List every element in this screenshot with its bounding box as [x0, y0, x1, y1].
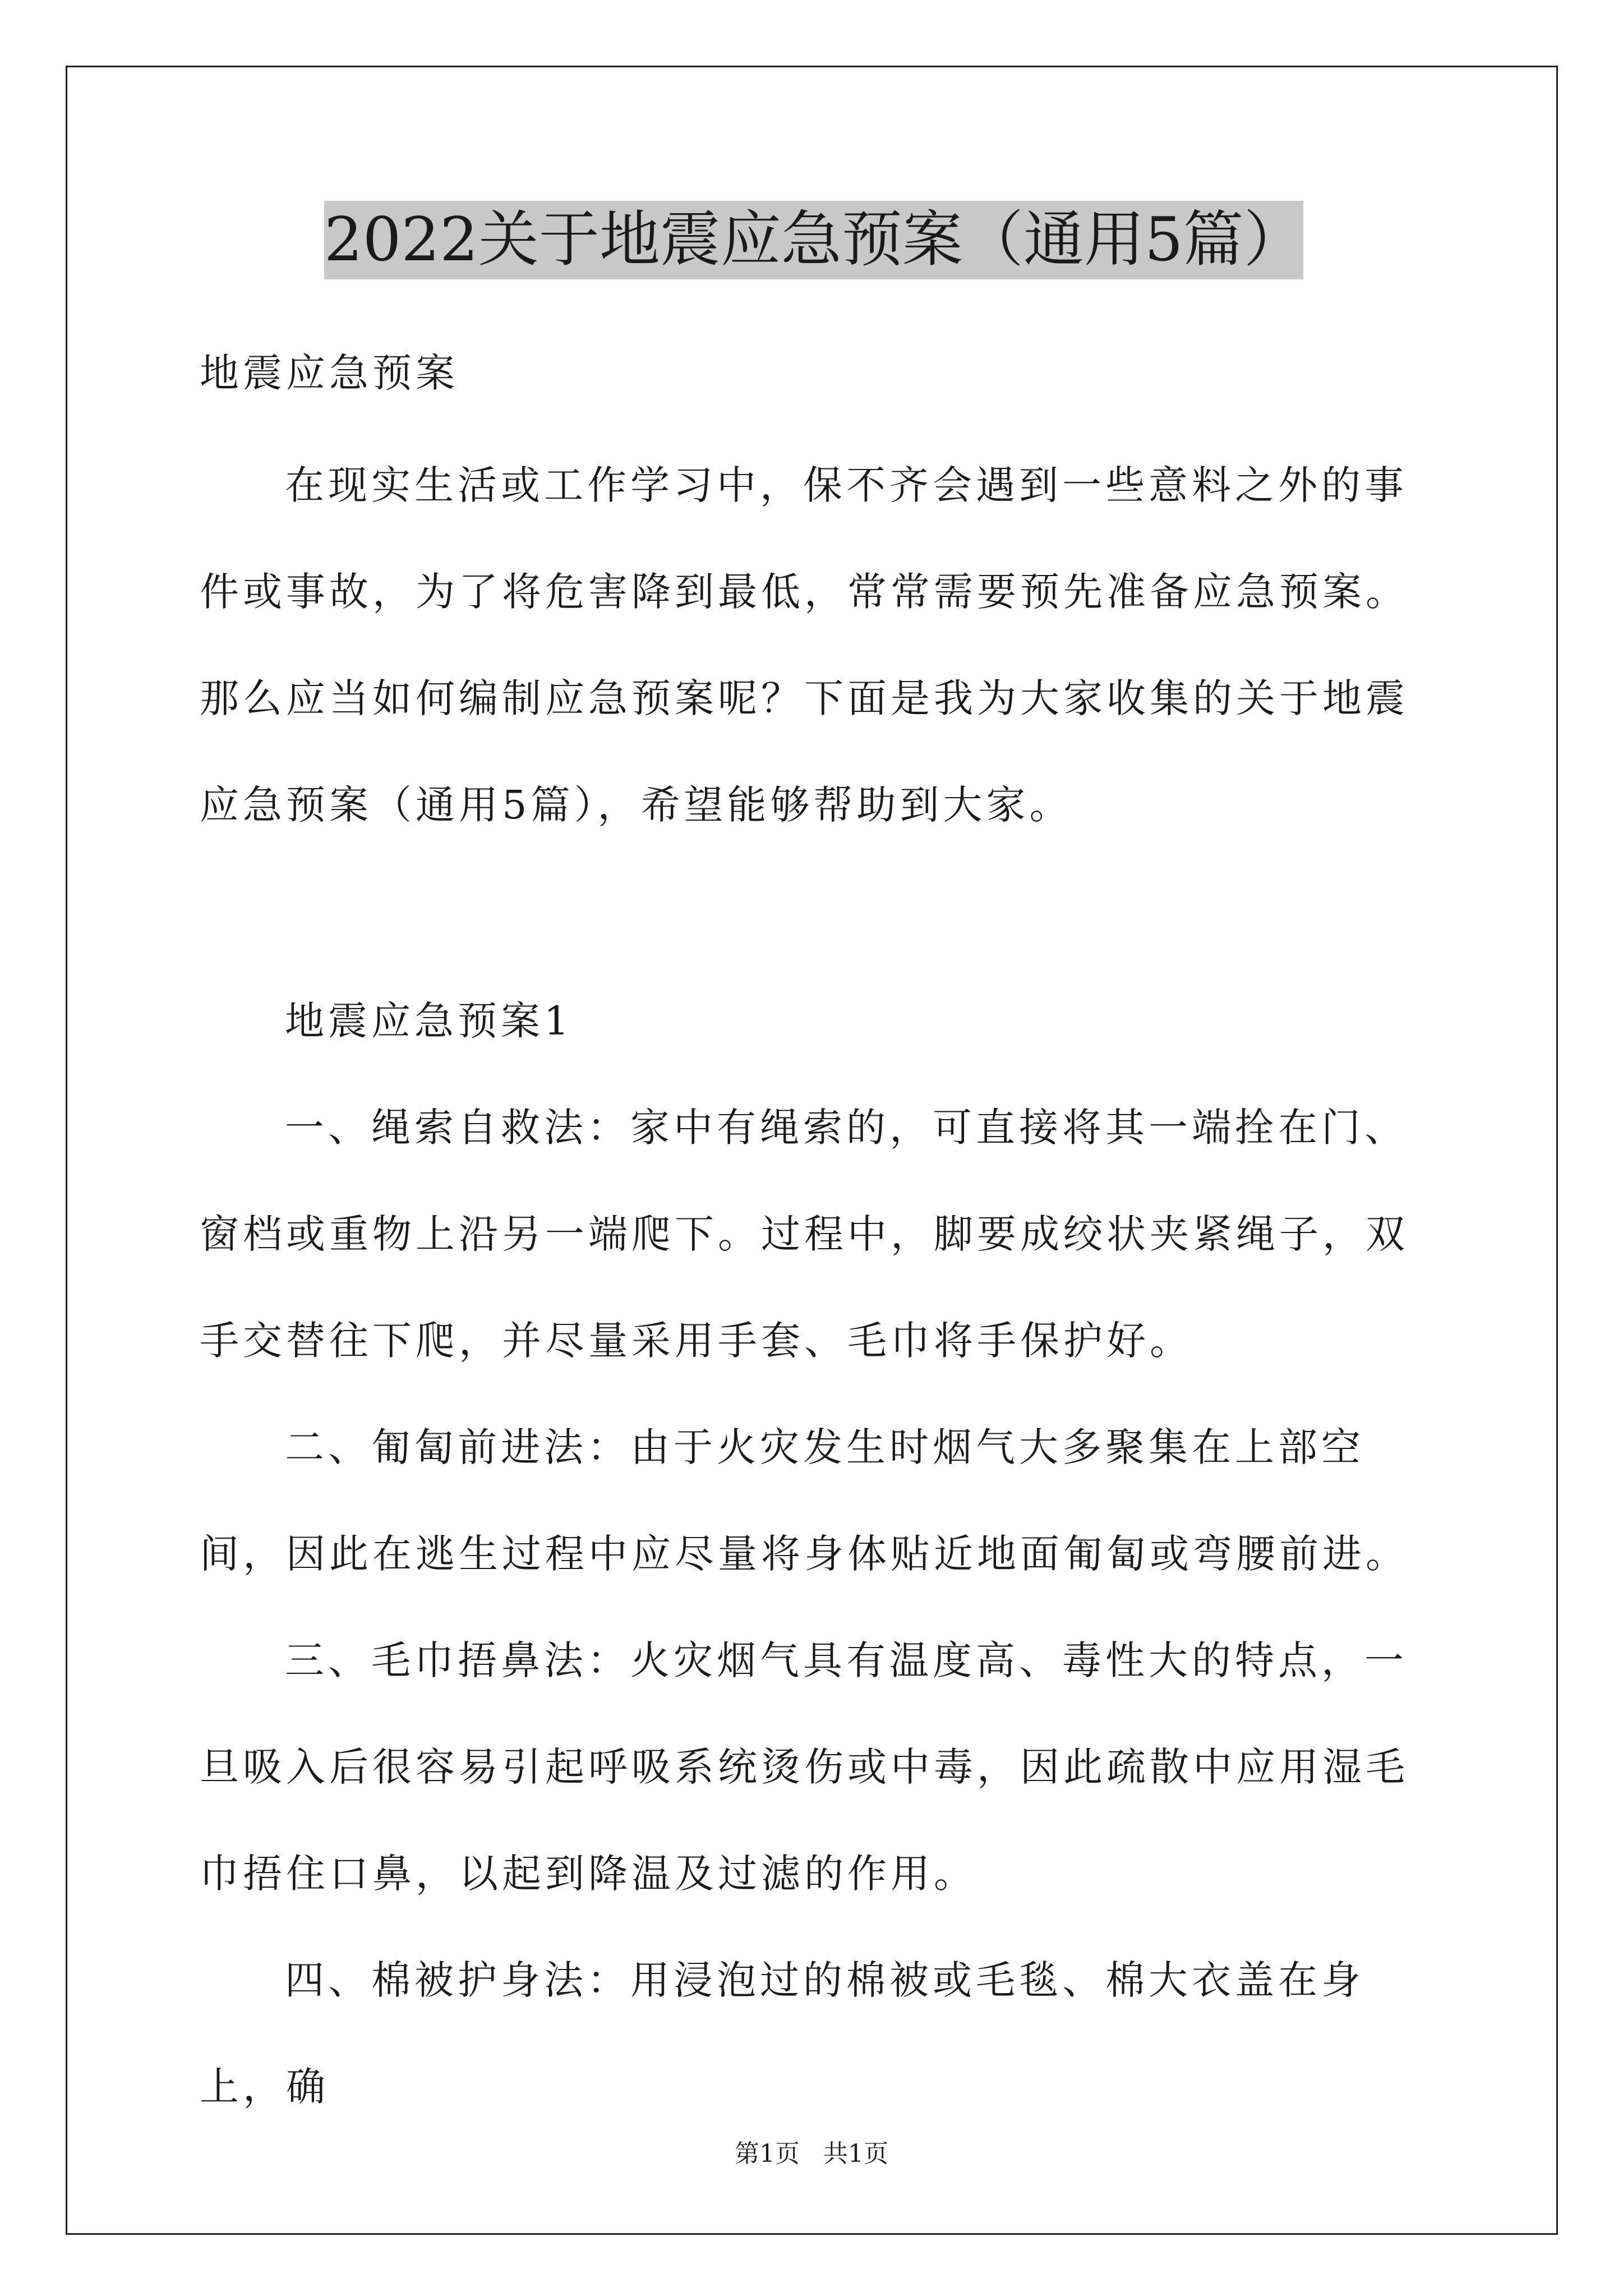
item-paragraph-4: 四、棉被护身法：用浸泡过的棉被或毛毯、棉大衣盖在身上，确 [200, 1957, 1364, 2110]
item-paragraph-1: 一、绳索自救法：家中有绳索的，可直接将其一端拴在门、窗档或重物上沿另一端爬下。过程中，脚要成绞状夹紧绳子，双手交替往下爬，并尽量采用手套、毛巾将手保护好。 [200, 1105, 1409, 1364]
page-footer: 第1页 共1页 [735, 2139, 888, 2168]
intro-paragraph: 在现实生活或工作学习中，保不齐会遇到一些意料之外的事件或事故，为了将危害降到最低，常常需要预先准备应急预案。那么应当如何编制应急预案呢？下面是我为大家收集的关于地震应急预案（通用5篇），希望能够帮助到大家。 [200, 462, 1409, 828]
section-label: 地震应急预案 [200, 350, 459, 396]
item-paragraph-2: 二、匍匐前进法：由于火灾发生时烟气大多聚集在上部空间，因此在逃生过程中应尽量将身体贴近地面匍匐或弯腰前进。 [200, 1424, 1409, 1577]
document-title: 2022关于地震应急预案（通用5篇） [324, 201, 1303, 279]
subheading: 地震应急预案1 [285, 998, 573, 1044]
item-paragraph-3: 三、毛巾捂鼻法：火灾烟气具有温度高、毒性大的特点，一旦吸入后很容易引起呼吸系统烫伤或中毒，因此疏散中应用湿毛巾捂住口鼻，以起到降温及过滤的作用。 [200, 1637, 1409, 1897]
